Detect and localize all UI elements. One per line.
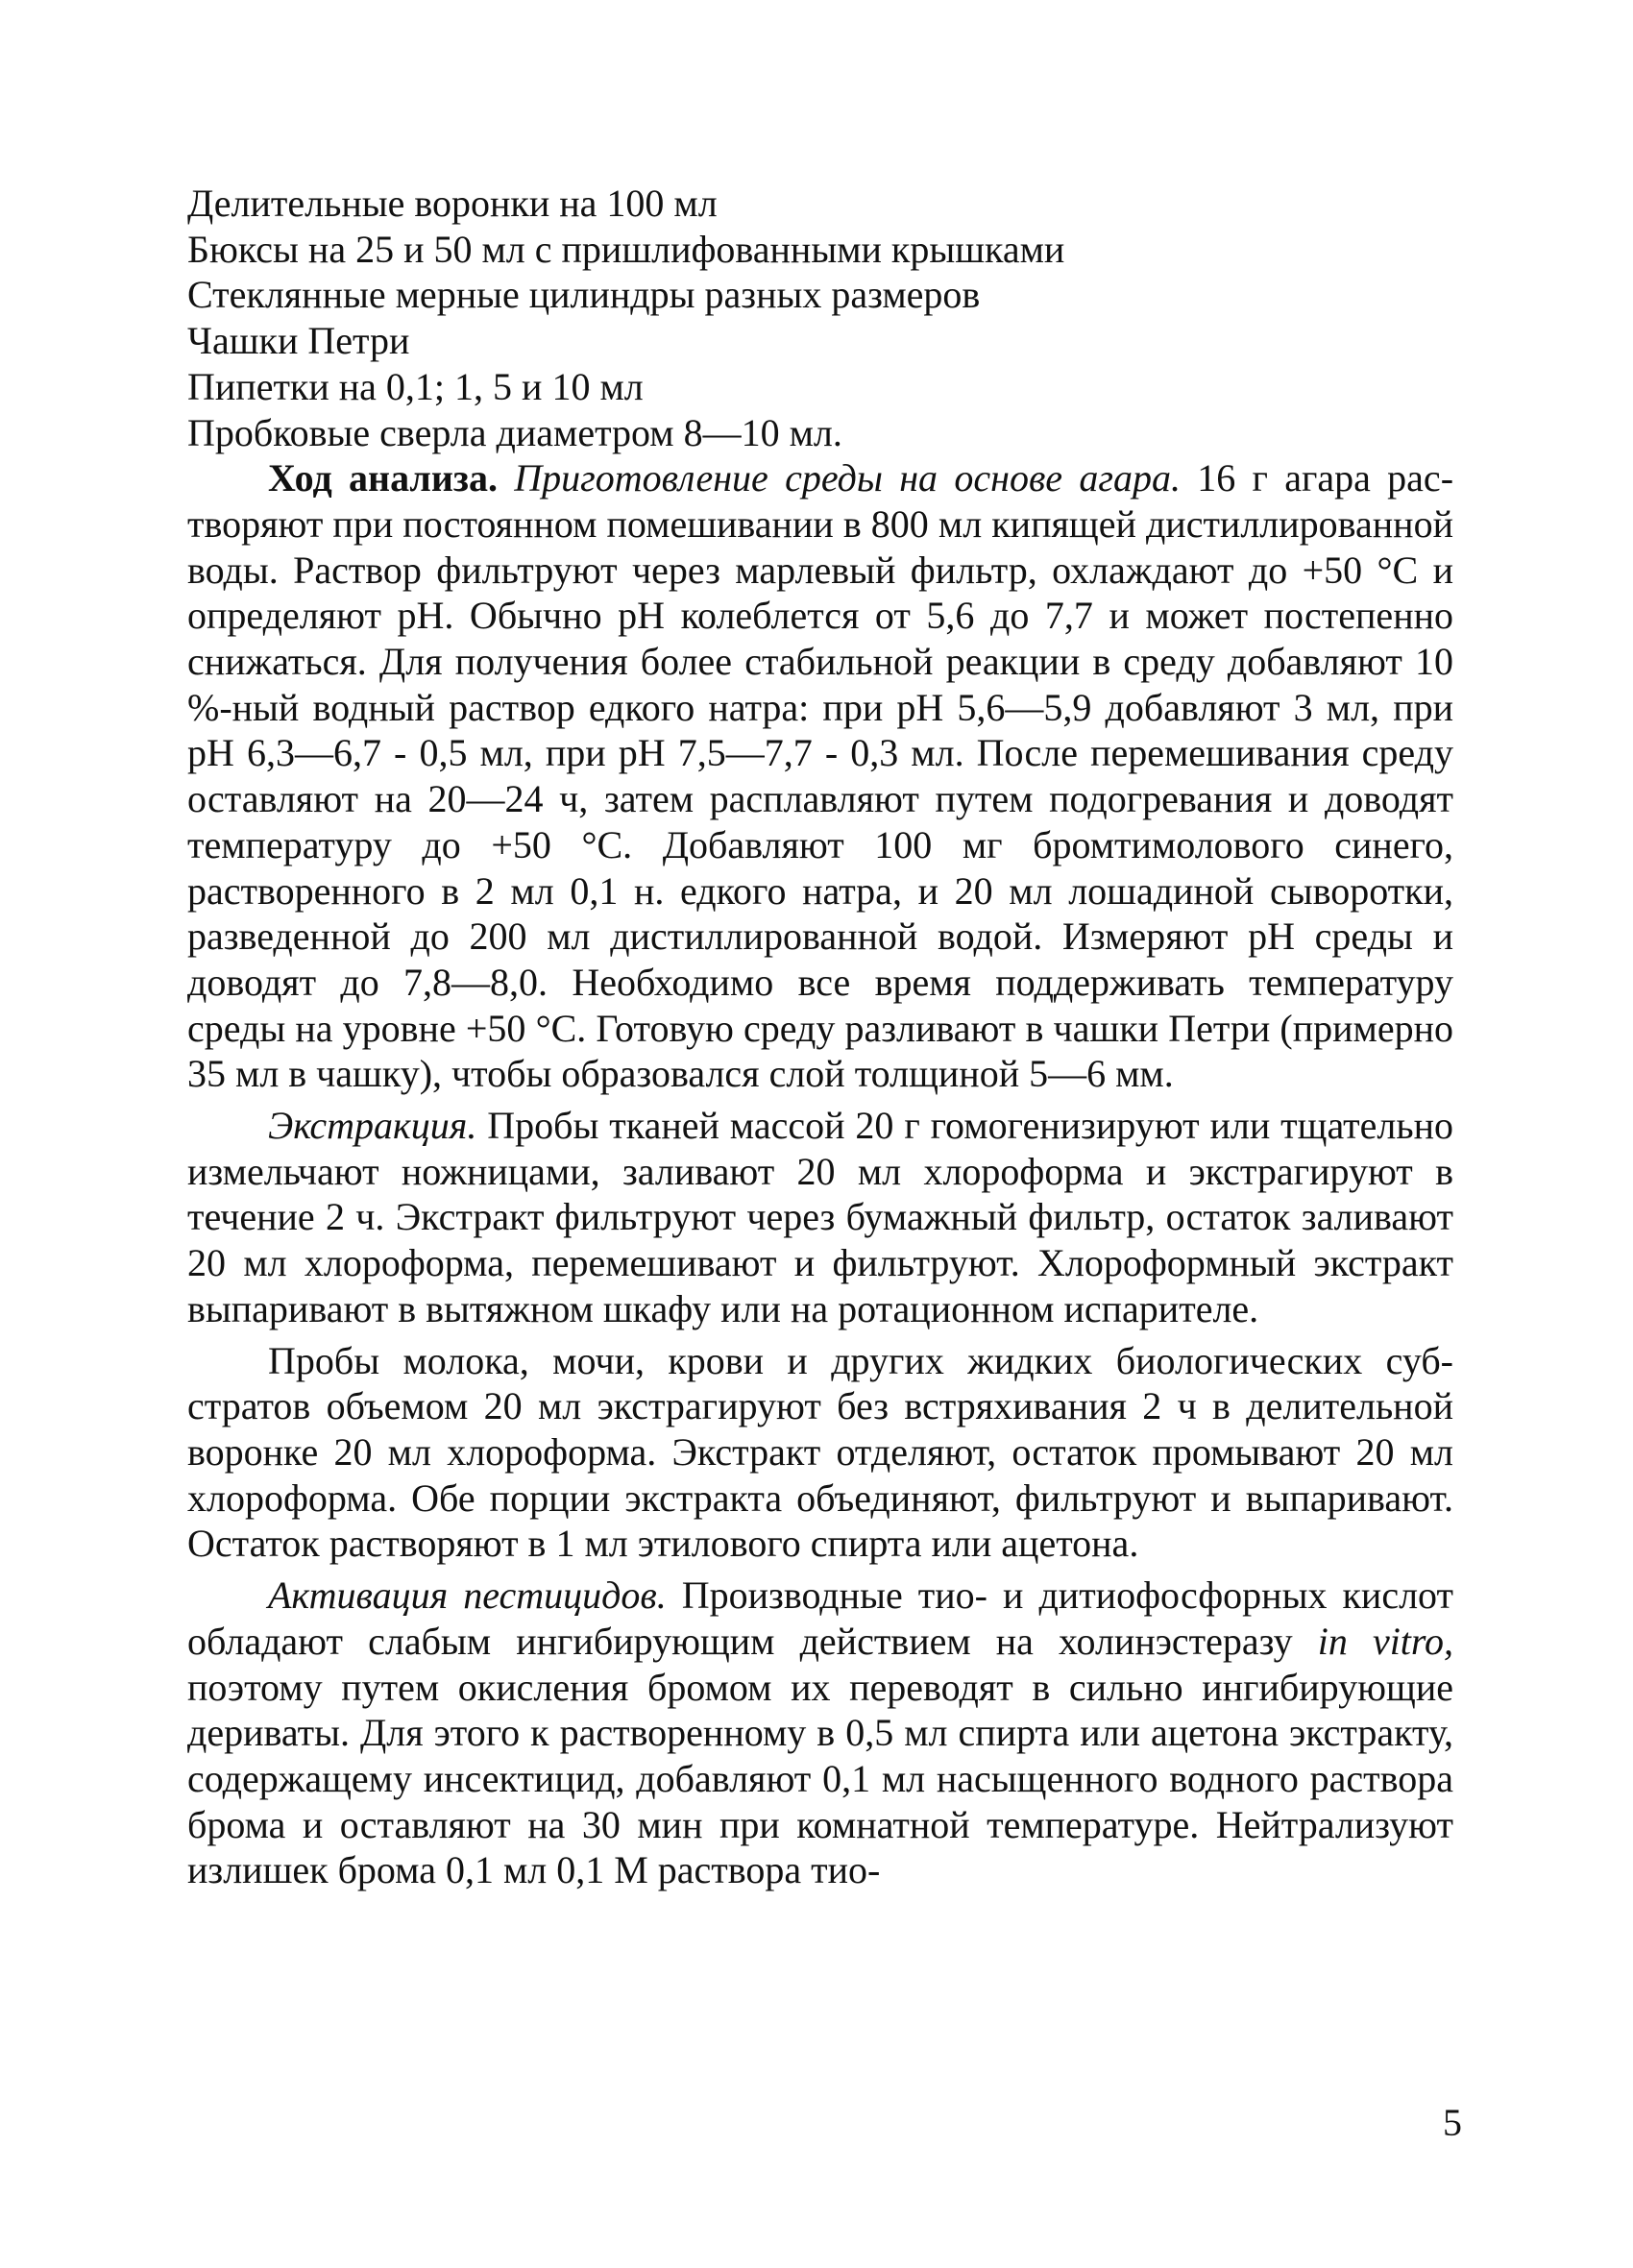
analysis-heading: Ход анализа.: [268, 456, 498, 500]
extraction-paragraph: [187, 1103, 1453, 1332]
analysis-text: 16 г агара растворяют при постоянном помешивании в 800 мл кипящей дистиллированной воды. Раствор фильтруют через марлевый фильтр, охлаждают до +50 °С и определяют pH. Обычно pH колеблется от 5,6 до 7,7 и может постепенно снижаться. Для получения более стабильной реакции в среду добавляют 10 %-ный водный раствор едкого натра: при pH 5,6—5,9 добавляют 3 мл, при pH 6,3—6,7 - 0,5 мл, при pH 7,5—7,7 - 0,3 мл. После перемешивания среду оставляют на 20—24 ч, затем расплавляют путем подогревания и доводят температуру до +50 °С. Добавляют 100 мг бромтимолового синего, растворенного в 2 мл 0,1 н. едкого натра, и 20 мл лошадиной сыворотки, разведенной до 200 мл дистиллированной водой. Измеряют pH среды и доводят до 7,8—8,0. Необходимо все время поддерживать температуру среды на уровне +50 °С. Готовую среду разливают в чашки Петри (примерно 35 мл в чашку), чтобы образовался слой толщиной 5—6 мм.: [187, 456, 1454, 1096]
list-item: Пипетки на 0,1; 1, 5 и 10 мл: [187, 364, 644, 408]
liquids-text: Пробы молока, мочи, крови и других жидких биологических субстратов объемом 20 мл экстрагируют без встряхивания 2 ч в делительной воронке 20 мл хлороформа. Экстракт отделяют, остаток промывают 20 мл хлороформа. Обе порции экстракта объединяют, фильтруют и выпаривают. Остаток растворяют в 1 мл этилового спирта или ацетона.: [187, 1338, 1453, 1566]
list-item: Чашки Петри: [187, 319, 410, 363]
list-item: Делительные воронки на 100 мл: [187, 182, 718, 225]
activation-paragraph: [187, 1573, 1453, 1893]
page-body: [187, 181, 1453, 1893]
activation-text-after: поэтому путем окисления бромом их переводят в сильно ингибирующие дериваты. Для этого к растворенному в 0,5 мл спирта или ацетона экстракту, содержащему инсектицид, добавляют 0,1 мл насыщенного водного раствора брома и оставляют на 30 мин при комнатной температуре. Нейтрализуют излишек брома 0,1 мл 0,1 М раствора тио-: [187, 1665, 1453, 1892]
activation-text-before: Производные тио- и дитиофосфорных кислот обладают слабым ингибирующим действием на холинэстеразу: [187, 1573, 1453, 1663]
activation-heading: Активация пестицидов.: [268, 1573, 667, 1618]
extraction-heading: Экстракция.: [268, 1104, 477, 1148]
analysis-paragraph: [187, 455, 1453, 1097]
page-number: 5: [1443, 2101, 1462, 2144]
in-vitro-term: in vitro,: [1317, 1619, 1454, 1663]
liquids-paragraph: [187, 1338, 1453, 1568]
equipment-list: [187, 181, 1453, 455]
list-item: Пробковые сверла диаметром 8—10 мл.: [187, 410, 842, 454]
list-item: Бюксы на 25 и 50 мл с пришлифованными крышками: [187, 227, 1065, 271]
extraction-text: Пробы тканей массой 20 г гомогенизируют или тщательно измельчают ножницами, заливают 20 мл хлороформа и экстрагируют в течение 2 ч. Экстракт фильтруют через бумажный фильтр, остаток заливают 20 мл хлороформа, перемешивают и фильтруют. Хлороформный экстракт выпаривают в вытяжном шкафу или на ротационном испарителе.: [187, 1104, 1454, 1330]
list-item: Стеклянные мерные цилиндры разных размеров: [187, 273, 981, 317]
analysis-subheading: Приготовление среды на основе агара.: [514, 456, 1181, 500]
